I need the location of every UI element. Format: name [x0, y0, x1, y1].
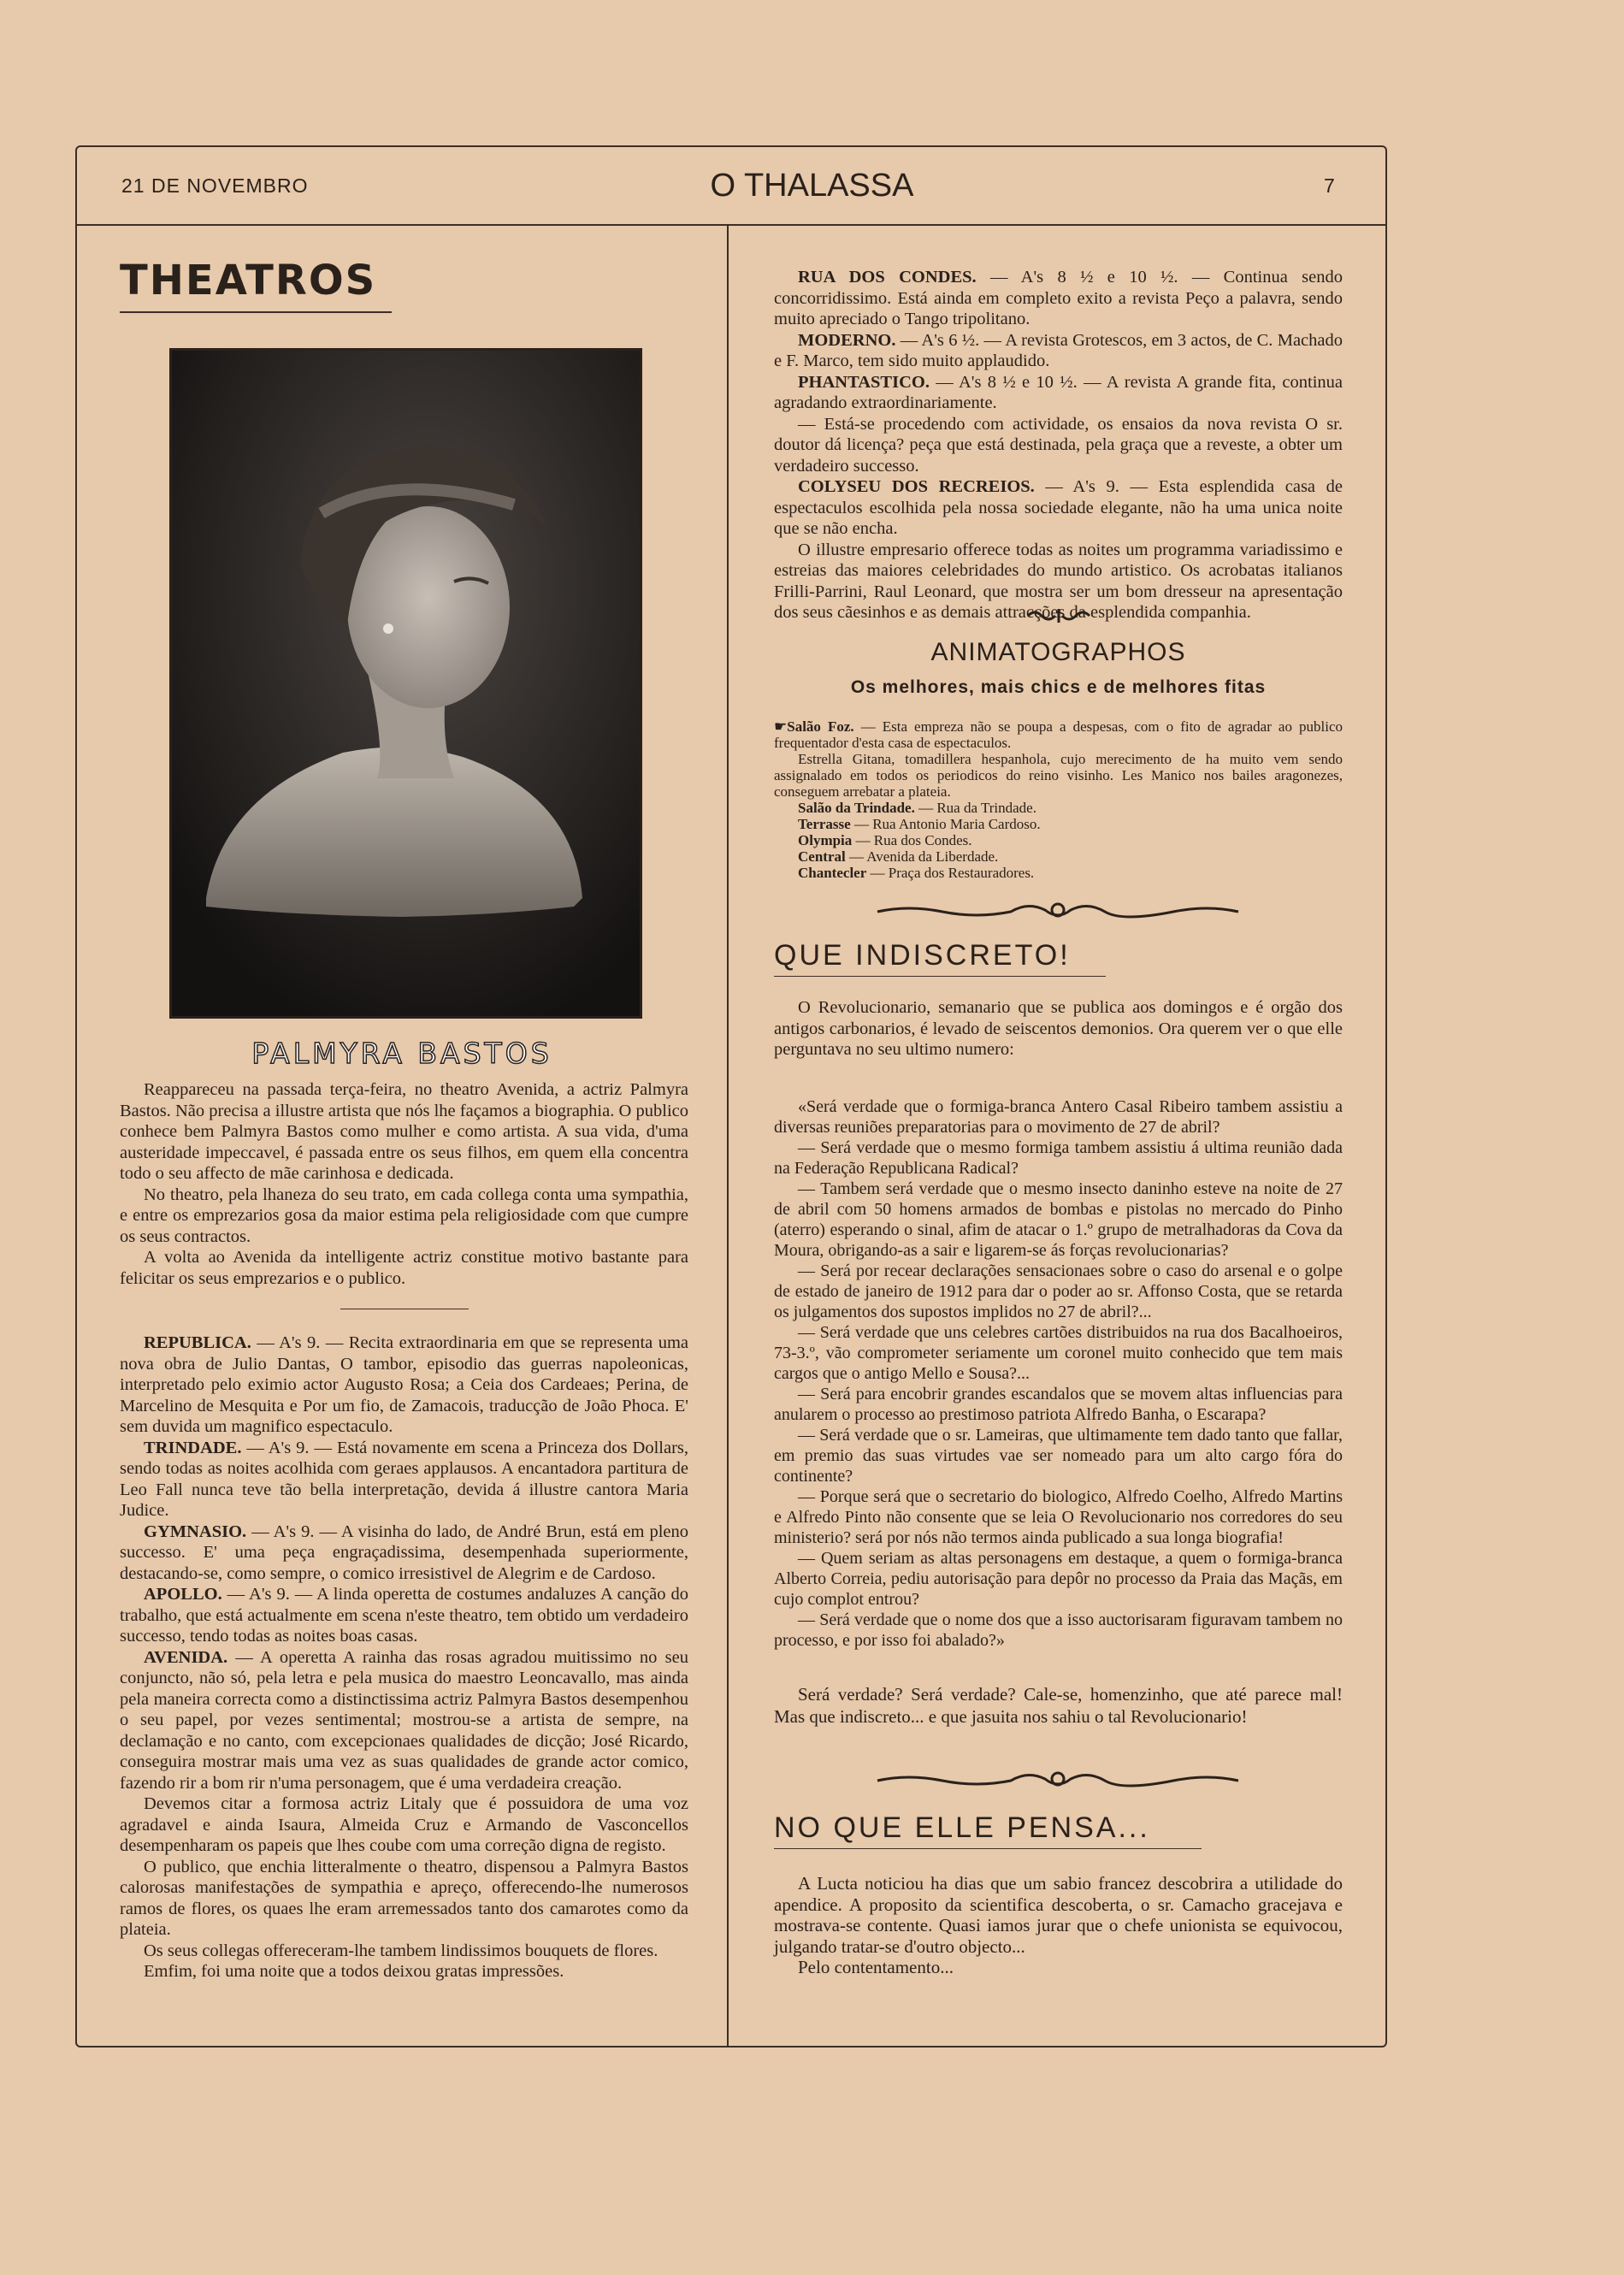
venue-central — [774, 848, 1343, 865]
question-item: — Tambem será verdade que o mesmo insecto daninho esteve na noite de 27 de abril com 50 homens armados de bombas e pistolas no mercado do Pinho (aterro) esperando o sinal, afim de atacar o 1.º grupo de metralhadoras da Cova da Moura, obrigando-as a sair e ligarem-se ás forças revolucionarias? — [774, 1179, 1343, 1260]
header-rule — [75, 224, 1385, 226]
article-paragraph: O publico, que enchia litteralmente o theatro, dispensou a Palmyra Bastos calorosas manifestações de sympathia e apreço, offerecendo-lhe numerosos ramos de flores, os quaes lhe eram arremessados tanto dos camarotes como da plateia. — [120, 1857, 688, 1939]
question-item: — Será verdade que o nome dos que a isso auctorisaram figuravam tambem no processo, e por isso foi abalado?» — [774, 1610, 1343, 1650]
ornament-divider — [1025, 606, 1093, 624]
article-paragraph: No theatro, pela lhaneza do seu trato, em cada collega conta uma sympathia, e entre os emprezarios gosa da maior estima pela religiosidade com que cumpre os seus contractos. — [120, 1185, 688, 1246]
venue-name: Terrasse — [798, 816, 851, 832]
listing-name: PHANTASTICO. — [798, 372, 930, 392]
venue-olympia — [774, 832, 1343, 848]
listing-text: — A's 9. — A linda operetta de costumes andaluzes A canção do trabalho, que está actualmente em scena n'este theatro, tem obtido um verdadeiro successo, tendo todas as noites boas casas. — [120, 1585, 688, 1646]
page-number: 7 — [1324, 174, 1335, 197]
listing-phantastico-note — [774, 414, 1343, 477]
ornament-divider — [874, 1767, 1242, 1793]
venue-name: Salão Foz. — [787, 718, 854, 735]
article-paragraph: O Revolucionario, semanario que se publica aos domingos e é orgão dos antigos carbonarios, é levado de seiscentos demonios. Ora querem ver o que elle perguntava no seu ultimo numero: — [774, 998, 1343, 1059]
venue-terrasse — [774, 816, 1343, 832]
venue-addr: — Rua da Trindade. — [914, 800, 1036, 816]
article-paragraph: A volta ao Avenida da intelligente actriz constitue motivo bastante para felicitar os seus emprezarios e o publico. — [120, 1248, 688, 1288]
listing-rua-dos-condes — [774, 267, 1343, 330]
venue-chantecler — [774, 865, 1343, 881]
listing-name: GYMNASIO. — [144, 1522, 247, 1541]
theatre-listings — [120, 1332, 688, 1982]
article-paragraph: Devemos citar a formosa actriz Litaly que é possuidora de uma voz agradavel e ainda Isaura, Almeida Cruz e Armando de Vasconcellos desempenharam os papeis que lhes coube com uma correção digna de registo. — [120, 1794, 688, 1855]
listing-text: — A's 8 ½ e 10 ½. — A revista A grande fita, continua agradando extraordinariamente. — [774, 372, 1343, 412]
question-item: «Será verdade que o formiga-branca Antero Casal Ribeiro tambem assistiu a diversas reuniões preparatorias para o movimento de 27 de abril? — [774, 1097, 1343, 1137]
venue-name: Central — [798, 848, 846, 865]
header-date: 21 DE NOVEMBRO — [121, 174, 309, 197]
question-item: — Será verdade que uns celebres cartões distribuidos na rua dos Bacalhoeiros, 73-3.º, vão comprometer seriamente um coronel muito conhecido que tem mais cargos que o antigo Mello e Sousa?... — [774, 1323, 1343, 1383]
venue-addr: — Avenida da Liberdade. — [845, 848, 999, 865]
venue-addr: — Rua Antonio Maria Cardoso. — [850, 816, 1041, 832]
listing-name: COLYSEU DOS RECREIOS. — [798, 477, 1035, 496]
estrella-paragraph: Estrella Gitana, tomadillera hespanhola, cujo merecimento de ha muito vem sendo assignalado em todos os periodicos do reino visinho. Les Manico nos bailes aragonezes, conseguem arrebatar a plateia. — [774, 751, 1343, 800]
title-rule — [774, 976, 1106, 977]
section-title-no-que-elle-pensa: NO QUE ELLE PENSA... — [774, 1811, 1150, 1844]
animatographos-subtitle: Os melhores, mais chics e de melhores fitas — [850, 677, 1267, 697]
listing-name: APOLLO. — [144, 1585, 222, 1604]
article-paragraph: A Lucta noticiou ha dias que um sabio francez descobrira a utilidade do apendice. A proposito da scientifica descoberta, o sr. Camacho gracejava e mostrava-se contente. Quasi iamos jurar que o chefe unionista se equivocou, julgando tratar-se d'outro objecto... — [774, 1873, 1343, 1957]
question-item: — Porque será que o secretario do biologico, Alfredo Coelho, Alfredo Martins e Alfredo Pinto não consente que se leia O Revolucionario nos corredores do seu ministerio? será por nós não termos ainda publicado a sua longa biografia! — [774, 1487, 1343, 1547]
question-item: — Será para encobrir grandes escandalos que se movem altas influencias para anularem o processo ao prestimoso patriota Alfredo Banha, o Escarapa? — [774, 1385, 1343, 1424]
venue-addr: — Praça dos Restauradores. — [866, 865, 1035, 881]
section-title-animatographos: ANIMATOGRAPHOS — [930, 638, 1186, 666]
listing-text: — A's 8 ½ e 10 ½. — Continua sendo concorridissimo. Está ainda em completo exito a revista Peço a palavra, sendo muito apreciado o Tango tripolitano. — [774, 268, 1343, 328]
listing-moderno — [774, 330, 1343, 372]
title-rule — [120, 311, 392, 313]
right-listings — [774, 267, 1343, 623]
portrait-caption: PALMYRA BASTOS — [251, 1037, 552, 1070]
listing-text: — A's 9. — Está novamente em scena a Princeza dos Dollars, sendo todas as noites acolhida com geraes applausos. A encantadora partitura de Leo Fall nunca teve tão bella interpretação, devida á illustre cantora Maria Judice. — [120, 1438, 688, 1520]
listing-name: RUA DOS CONDES. — [798, 268, 977, 287]
venue-addr: — Rua dos Condes. — [852, 832, 972, 848]
portrait-photo — [169, 348, 642, 1019]
article-paragraph: Pelo contentamento... — [798, 1957, 954, 1977]
article-paragraph: Será verdade? Será verdade? Cale-se, homenzinho, que até parece mal! Mas que indiscreto... e que jasuita nos sahiu o tal Revolucionario! — [774, 1684, 1343, 1727]
article-paragraph: Reappareceu na passada terça-feira, no theatro Avenida, a actriz Palmyra Bastos. Não precisa a illustre artista que nós lhe façamos a biographia. O publico conhece bem Palmyra Bastos como mulher e como artista. A sua vida, d'uma austeridade impeccavel, é passada entre os seus filhos, em quem ella concentra todo o seu affecto de mãe carinhosa e dedicada. — [120, 1080, 688, 1183]
venue-name: Olympia — [798, 832, 853, 848]
listing-name: TRINDADE. — [144, 1438, 242, 1457]
listing-colyseu — [774, 476, 1343, 540]
question-item: — Será por recear declarações sensacionaes sobre o caso do arsenal e o golpe de estado de janeiro de 1912 para dar o poder ao sr. Affonso Costa, que se retarda os julgamentos dos supostos implidos no 27 de abril?... — [774, 1262, 1343, 1321]
listing-republica — [120, 1332, 688, 1438]
venue-name: Chantecler — [798, 865, 867, 881]
listing-text: — A operetta A rainha das rosas agradou muitissimo no seu conjuncto, não só, pela letra e pela musica do maestro Leoncavallo, mas ainda pela maneira correcta como a distinctissima actriz Palmyra Bastos desempenhou o seu papel, por vezes sentimental; mostrou-se a artista de sempre, na declamação e no canto, com excepcionaes qualidades de dicção; José Ricardo, conseguira mostrar mais uma vez as suas qualidades de grande actor comico, fazendo rir a bom rir n'uma personagem, que é uma verdadeira creação. — [120, 1647, 688, 1793]
listing-trindade — [120, 1438, 688, 1522]
venue-text: — Esta empreza não se poupa a despesas, com o fito de agradar ao publico frequentador d'esta casa de espectaculos. — [774, 718, 1343, 751]
listing-text: — A's 9. — Recita extraordinaria em que se representa uma nova obra de Julio Dantas, O tambor, episodio das guerras napoleonicas, interpretado pelo eximio actor Augusto Rosa; a Ceia dos Cardeaes; Perina, de Marcelino de Mesquita e Por um fio, de Zamacois, traducção de João Phoca. E' sem duvida um magnifico espectaculo. — [120, 1333, 688, 1436]
listing-text: — Está-se procedendo com actividade, os ensaios da nova revista O sr. doutor dá licença? peça que está destinada, pela graça que a reveste, a obter um verdadeiro successo. — [774, 414, 1343, 476]
listing-name: AVENIDA. — [144, 1647, 228, 1667]
question-item: — Será verdade que o mesmo formiga tambem assistiu á ultima reunião dada na Federação Republicana Radical? — [774, 1138, 1343, 1178]
listing-apollo — [120, 1584, 688, 1647]
listing-text: — A's 9. — A visinha do lado, de André Brun, está em pleno successo. E' uma peça engraçadissima, desempenhada superiormente, destacando-se, como sempre, o comico irresistivel de Alegrim e de Cardoso. — [120, 1522, 688, 1583]
listing-name: REPUBLICA. — [144, 1333, 251, 1352]
listing-text: O illustre empresario offerece todas as noites um programma variadissimo e estreias das maiores celebridades do mundo artistico. Os acrobatas italianos Frilli-Parrini, Raul Leonard, que mostra ser um bom dresseur na apresentação dos seus cãesinhos e as demais attracções da esplendida companhia. — [774, 540, 1343, 622]
section-title-que-indiscreto: QUE INDISCRETO! — [774, 939, 1071, 972]
question-item: — Será verdade que o sr. Lameiras, que ultimamente tem dado tanto que fallar, em premio das suas virtudes vae ser nomeado para um alto cargo fóra do continente? — [774, 1426, 1343, 1486]
listing-phantastico — [774, 372, 1343, 414]
que-indiscreto-intro — [774, 997, 1343, 1061]
article-paragraph: Os seus collegas offereceram-lhe tambem lindissimos bouquets de flores. — [144, 1941, 658, 1960]
que-indiscreto-questions — [774, 1096, 1343, 1651]
pointing-hand-icon: ☛ — [774, 718, 788, 735]
animatographos-list — [774, 718, 1343, 881]
palmyra-article — [120, 1079, 688, 1289]
masthead-title: O THALASSA — [710, 168, 914, 204]
que-indiscreto-closing — [774, 1683, 1343, 1728]
no-que-elle-pensa-article — [774, 1873, 1343, 1978]
listing-gymnasio — [120, 1522, 688, 1585]
listing-text: — A's 6 ½. — A revista Grotescos, em 3 actos, de C. Machado e F. Marco, tem sido muito applaudido. — [774, 330, 1343, 370]
column-divider — [727, 224, 729, 2046]
listing-name: MODERNO. — [798, 330, 896, 350]
venue-name: Salão da Trindade. — [798, 800, 915, 816]
ornament-divider — [874, 898, 1242, 924]
salao-foz-item — [774, 718, 1343, 751]
listing-text: — A's 9. — Esta esplendida casa de espectaculos escolhida pela nossa sociedade elegante, não ha uma unica noite que se não encha. — [774, 477, 1343, 538]
question-item: — Quem seriam as altas personagens em destaque, a quem o formiga-branca Alberto Correia, pediu autorisação para depôr no processo da Praia das Maçãs, em cujo complot entrou? — [774, 1549, 1343, 1609]
listing-avenida — [120, 1647, 688, 1794]
article-paragraph: Emfim, foi uma noite que a todos deixou gratas impressões. — [144, 1962, 564, 1981]
section-title-theatros: THEATROS — [120, 257, 377, 304]
title-rule — [774, 1848, 1202, 1849]
venue-trindade — [774, 800, 1343, 816]
